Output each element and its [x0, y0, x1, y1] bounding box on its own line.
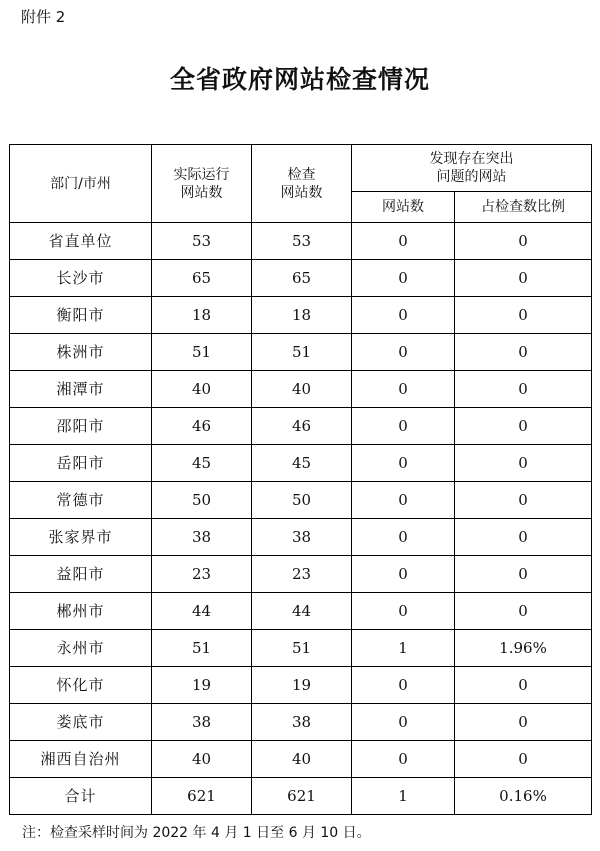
cell-running: 44	[152, 593, 252, 630]
cell-running: 621	[152, 778, 252, 815]
cell-count: 1	[352, 630, 455, 667]
cell-checked: 18	[252, 297, 352, 334]
table-row	[10, 741, 592, 778]
cell-count: 0	[352, 482, 455, 519]
cell-name: 永州市	[10, 630, 152, 667]
header-checked-line2: 网站数	[280, 184, 323, 201]
header-issues	[352, 145, 592, 192]
cell-running: 45	[152, 445, 252, 482]
cell-ratio: 0	[455, 482, 592, 519]
cell-running: 65	[152, 260, 252, 297]
cell-ratio: 1.96%	[455, 630, 592, 667]
cell-name: 常德市	[10, 482, 152, 519]
cell-count: 0	[352, 371, 455, 408]
cell-name: 郴州市	[10, 593, 152, 630]
table-row	[10, 260, 592, 297]
cell-ratio: 0	[455, 667, 592, 704]
cell-checked: 65	[252, 260, 352, 297]
cell-name: 湘潭市	[10, 371, 152, 408]
header-running	[152, 145, 252, 223]
cell-ratio: 0	[455, 260, 592, 297]
cell-running: 50	[152, 482, 252, 519]
cell-count: 1	[352, 778, 455, 815]
cell-checked: 40	[252, 371, 352, 408]
cell-name: 株洲市	[10, 334, 152, 371]
cell-name: 省直单位	[10, 223, 152, 260]
cell-count: 0	[352, 223, 455, 260]
table-row	[10, 482, 592, 519]
cell-name: 益阳市	[10, 556, 152, 593]
cell-ratio: 0	[455, 519, 592, 556]
cell-ratio: 0	[455, 593, 592, 630]
table-row	[10, 630, 592, 667]
cell-checked: 46	[252, 408, 352, 445]
cell-checked: 621	[252, 778, 352, 815]
cell-count: 0	[352, 704, 455, 741]
table-row	[10, 667, 592, 704]
table-row	[10, 223, 592, 260]
header-checked	[252, 145, 352, 223]
cell-running: 40	[152, 371, 252, 408]
header-dept: 部门/市州	[10, 145, 152, 223]
cell-ratio: 0	[455, 445, 592, 482]
cell-running: 38	[152, 519, 252, 556]
cell-count: 0	[352, 260, 455, 297]
cell-running: 18	[152, 297, 252, 334]
table-row	[10, 593, 592, 630]
cell-checked: 53	[252, 223, 352, 260]
header-checked-line1: 检查	[287, 166, 316, 183]
table-row	[10, 297, 592, 334]
header-issues-ratio: 占检查数比例	[455, 192, 592, 223]
cell-checked: 51	[252, 334, 352, 371]
cell-ratio: 0	[455, 556, 592, 593]
table-row-total	[10, 778, 592, 815]
header-issues-line2: 问题的网站	[436, 169, 507, 185]
table-row	[10, 556, 592, 593]
cell-name: 张家界市	[10, 519, 152, 556]
cell-name: 岳阳市	[10, 445, 152, 482]
cell-count: 0	[352, 556, 455, 593]
cell-ratio: 0	[455, 704, 592, 741]
cell-running: 51	[152, 630, 252, 667]
table-row	[10, 334, 592, 371]
cell-ratio: 0	[455, 371, 592, 408]
cell-count: 0	[352, 334, 455, 371]
cell-checked: 51	[252, 630, 352, 667]
cell-running: 40	[152, 741, 252, 778]
cell-checked: 38	[252, 519, 352, 556]
cell-ratio: 0	[455, 334, 592, 371]
cell-name: 合计	[10, 778, 152, 815]
cell-count: 0	[352, 297, 455, 334]
table-row	[10, 704, 592, 741]
cell-checked: 23	[252, 556, 352, 593]
header-issues-line1: 发现存在突出	[429, 151, 514, 167]
header-running-line1: 实际运行	[173, 166, 230, 183]
header-running-line2: 网站数	[180, 184, 223, 201]
cell-checked: 50	[252, 482, 352, 519]
cell-ratio: 0	[455, 297, 592, 334]
table-row	[10, 445, 592, 482]
cell-running: 23	[152, 556, 252, 593]
cell-name: 怀化市	[10, 667, 152, 704]
cell-checked: 40	[252, 741, 352, 778]
inspection-table	[9, 144, 592, 815]
cell-ratio: 0	[455, 741, 592, 778]
cell-checked: 19	[252, 667, 352, 704]
cell-name: 娄底市	[10, 704, 152, 741]
cell-name: 衡阳市	[10, 297, 152, 334]
cell-running: 46	[152, 408, 252, 445]
table-row	[10, 371, 592, 408]
cell-name: 长沙市	[10, 260, 152, 297]
cell-running: 19	[152, 667, 252, 704]
cell-count: 0	[352, 408, 455, 445]
cell-count: 0	[352, 667, 455, 704]
table-row	[10, 519, 592, 556]
cell-name: 湘西自治州	[10, 741, 152, 778]
cell-count: 0	[352, 519, 455, 556]
cell-count: 0	[352, 445, 455, 482]
cell-checked: 38	[252, 704, 352, 741]
attachment-label: 附件 2	[21, 8, 66, 26]
table-row	[10, 408, 592, 445]
cell-ratio: 0	[455, 223, 592, 260]
cell-running: 51	[152, 334, 252, 371]
cell-ratio: 0.16%	[455, 778, 592, 815]
footnote: 注：检查采样时间为 2022 年 4 月 1 日至 6 月 10 日。	[22, 825, 371, 841]
cell-count: 0	[352, 741, 455, 778]
cell-checked: 45	[252, 445, 352, 482]
header-issues-count: 网站数	[352, 192, 455, 223]
cell-running: 53	[152, 223, 252, 260]
cell-checked: 44	[252, 593, 352, 630]
cell-ratio: 0	[455, 408, 592, 445]
document-title: 全省政府网站检查情况	[169, 65, 430, 94]
cell-running: 38	[152, 704, 252, 741]
cell-name: 邵阳市	[10, 408, 152, 445]
cell-count: 0	[352, 593, 455, 630]
